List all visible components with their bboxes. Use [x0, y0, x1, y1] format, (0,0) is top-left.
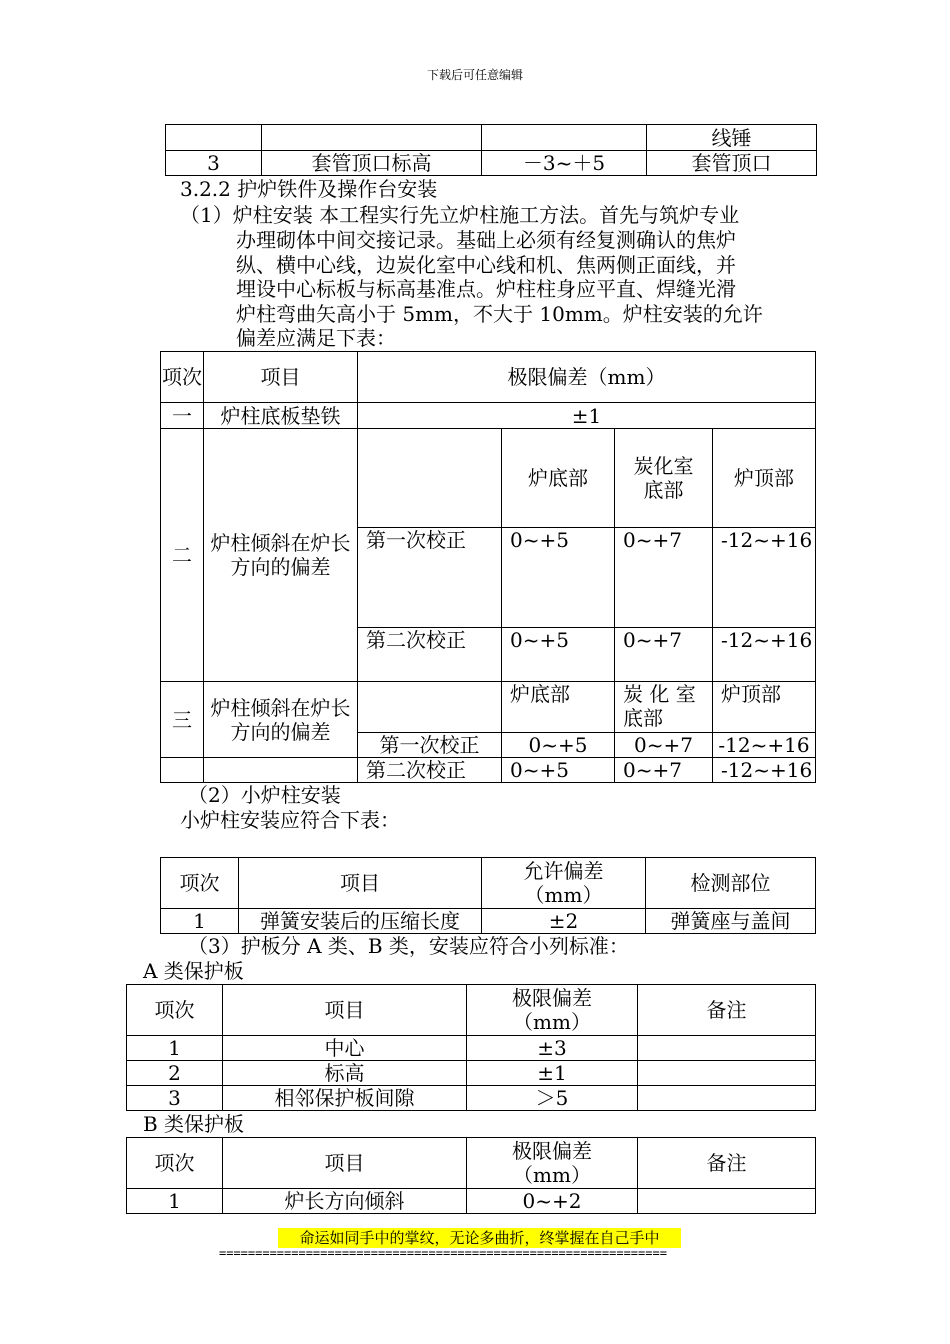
table-cell: 0~+2 [467, 1189, 638, 1214]
table-cell: 2 [127, 1061, 223, 1086]
row-no: 一 [161, 403, 204, 429]
col-furnace-bottom: 炉底部 [502, 429, 615, 528]
a-class-label: A 类保护板 [143, 959, 244, 983]
item3-title: （3）护板分 A 类、B 类，安装应符合小列标准： [188, 934, 629, 958]
table-row [127, 1086, 816, 1111]
table-cell: 线锤 [647, 125, 817, 151]
header-cell: 备注 [638, 985, 816, 1036]
table-cell: -12~+16 [713, 758, 816, 783]
table-small-column [160, 857, 816, 934]
table-cell: 3 [127, 1086, 223, 1111]
table-cell [482, 125, 647, 151]
table-cell: 0~+7 [615, 733, 713, 758]
header-cell: 备注 [638, 1138, 816, 1189]
table-cell: 0~+5 [502, 733, 615, 758]
table-header-row [127, 1138, 816, 1189]
table-cell: -12~+16 [713, 528, 816, 628]
table-row [161, 682, 816, 733]
table-row [161, 909, 816, 934]
table-cell: 0~+5 [502, 758, 615, 783]
table-cell [638, 1036, 816, 1061]
col-chamber-bottom: 炭 化 室底部 [615, 682, 713, 733]
row-item: 炉柱底板垫铁 [204, 403, 358, 429]
header-no: 项次 [161, 352, 204, 403]
header-cell: 项次 [127, 985, 223, 1036]
second-correction-label: 第二次校正 [358, 758, 502, 783]
header-cell: 项次 [161, 858, 239, 909]
table-cell: 0~+5 [502, 628, 615, 682]
table-row [127, 1189, 816, 1214]
section-heading: 3.2.2 护炉铁件及操作台安装 [180, 177, 438, 201]
header-cell: 允许偏差（mm） [482, 858, 646, 909]
table-row [161, 429, 816, 528]
table-cell: 标高 [223, 1061, 467, 1086]
blank-cell [204, 758, 358, 783]
table-cell: 中心 [223, 1036, 467, 1061]
table-column-installation [160, 351, 816, 783]
table-cell: 0~+7 [615, 758, 713, 783]
table-cell: 弹簧安装后的压缩长度 [239, 909, 482, 934]
table-cell: ＞5 [467, 1086, 638, 1111]
table-cell: ±2 [482, 909, 646, 934]
item2-intro: 小炉柱安装应符合下表： [180, 808, 400, 832]
item1-line: 炉柱弯曲矢高小于 5mm，不大于 10mm。炉柱安装的允许 [236, 302, 763, 326]
footer-rule: ============================================================== [219, 1246, 667, 1260]
col-furnace-bottom: 炉底部 [502, 682, 615, 733]
blank-cell [358, 682, 502, 733]
table-cell: -12~+16 [713, 733, 816, 758]
header-cell: 项目 [239, 858, 482, 909]
header-item: 项目 [204, 352, 358, 403]
table-cell: 0~+5 [502, 528, 615, 628]
table-b-class [126, 1137, 816, 1214]
first-correction-label: 第一次校正 [358, 528, 502, 628]
table-cell: 1 [127, 1036, 223, 1061]
row-value: ±1 [358, 403, 816, 429]
table-row [166, 151, 817, 176]
table-cell [638, 1061, 816, 1086]
table-cell: －3~＋5 [482, 151, 647, 176]
table-cell: 套管顶口 [647, 151, 817, 176]
table-cell: ±1 [467, 1061, 638, 1086]
header-deviation: 极限偏差（mm） [358, 352, 816, 403]
footer-motto: 命运如同手中的掌纹，无论多曲折，终掌握在自己手中 [278, 1228, 681, 1248]
table-continuation [165, 124, 817, 176]
col-chamber-bottom: 炭化室底部 [615, 429, 713, 528]
item1-title: （1）炉柱安装 本工程实行先立炉柱施工方法。首先与筑炉专业 [180, 203, 740, 227]
table-cell: 套管顶口标高 [262, 151, 482, 176]
header-cell: 项目 [223, 985, 467, 1036]
table-cell: 0~+7 [615, 528, 713, 628]
table-row [127, 1036, 816, 1061]
header-cell: 项目 [223, 1138, 467, 1189]
table-cell: 弹簧座与盖间 [646, 909, 816, 934]
item1-line: 办理砌体中间交接记录。基础上必须有经复测确认的焦炉 [236, 228, 736, 252]
item1-line: 纵、横中心线，边炭化室中心线和机、焦两侧正面线，并 [236, 253, 736, 277]
item2-title: （2）小炉柱安装 [188, 783, 341, 807]
item1-line: 埋设中心标板与标高基准点。炉柱柱身应平直、焊缝光滑 [236, 277, 736, 301]
header-cell: 极限偏差（mm） [467, 985, 638, 1036]
table-row [127, 1061, 816, 1086]
first-correction-label: 第一次校正 [358, 733, 502, 758]
row-no: 二 [161, 429, 204, 682]
row-item: 炉柱倾斜在炉长方向的偏差 [204, 682, 358, 758]
table-cell [262, 125, 482, 151]
table-header-row [161, 858, 816, 909]
item1-line: 偏差应满足下表： [236, 326, 396, 350]
table-cell: 1 [127, 1189, 223, 1214]
header-watermark: 下载后可任意编辑 [426, 68, 523, 82]
blank-cell [161, 758, 204, 783]
b-class-label: B 类保护板 [143, 1112, 245, 1136]
table-cell: 1 [161, 909, 239, 934]
table-row [166, 125, 817, 151]
header-cell: 极限偏差（mm） [467, 1138, 638, 1189]
table-cell [638, 1086, 816, 1111]
table-row [161, 758, 816, 783]
table-cell: 炉长方向倾斜 [223, 1189, 467, 1214]
table-cell: 相邻保护板间隙 [223, 1086, 467, 1111]
table-header-row [127, 985, 816, 1036]
table-cell: 0~+7 [615, 628, 713, 682]
second-correction-label: 第二次校正 [358, 628, 502, 682]
table-cell [638, 1189, 816, 1214]
table-cell [166, 125, 262, 151]
col-furnace-top: 炉顶部 [713, 429, 816, 528]
row-item: 炉柱倾斜在炉长方向的偏差 [204, 429, 358, 682]
row-no: 三 [161, 682, 204, 758]
blank-cell [358, 429, 502, 528]
col-furnace-top: 炉顶部 [713, 682, 816, 733]
table-cell: 3 [166, 151, 262, 176]
table-header-row [161, 352, 816, 403]
table-cell: -12~+16 [713, 628, 816, 682]
header-cell: 检测部位 [646, 858, 816, 909]
table-cell: ±3 [467, 1036, 638, 1061]
table-a-class [126, 984, 816, 1111]
table-row [161, 403, 816, 429]
header-cell: 项次 [127, 1138, 223, 1189]
